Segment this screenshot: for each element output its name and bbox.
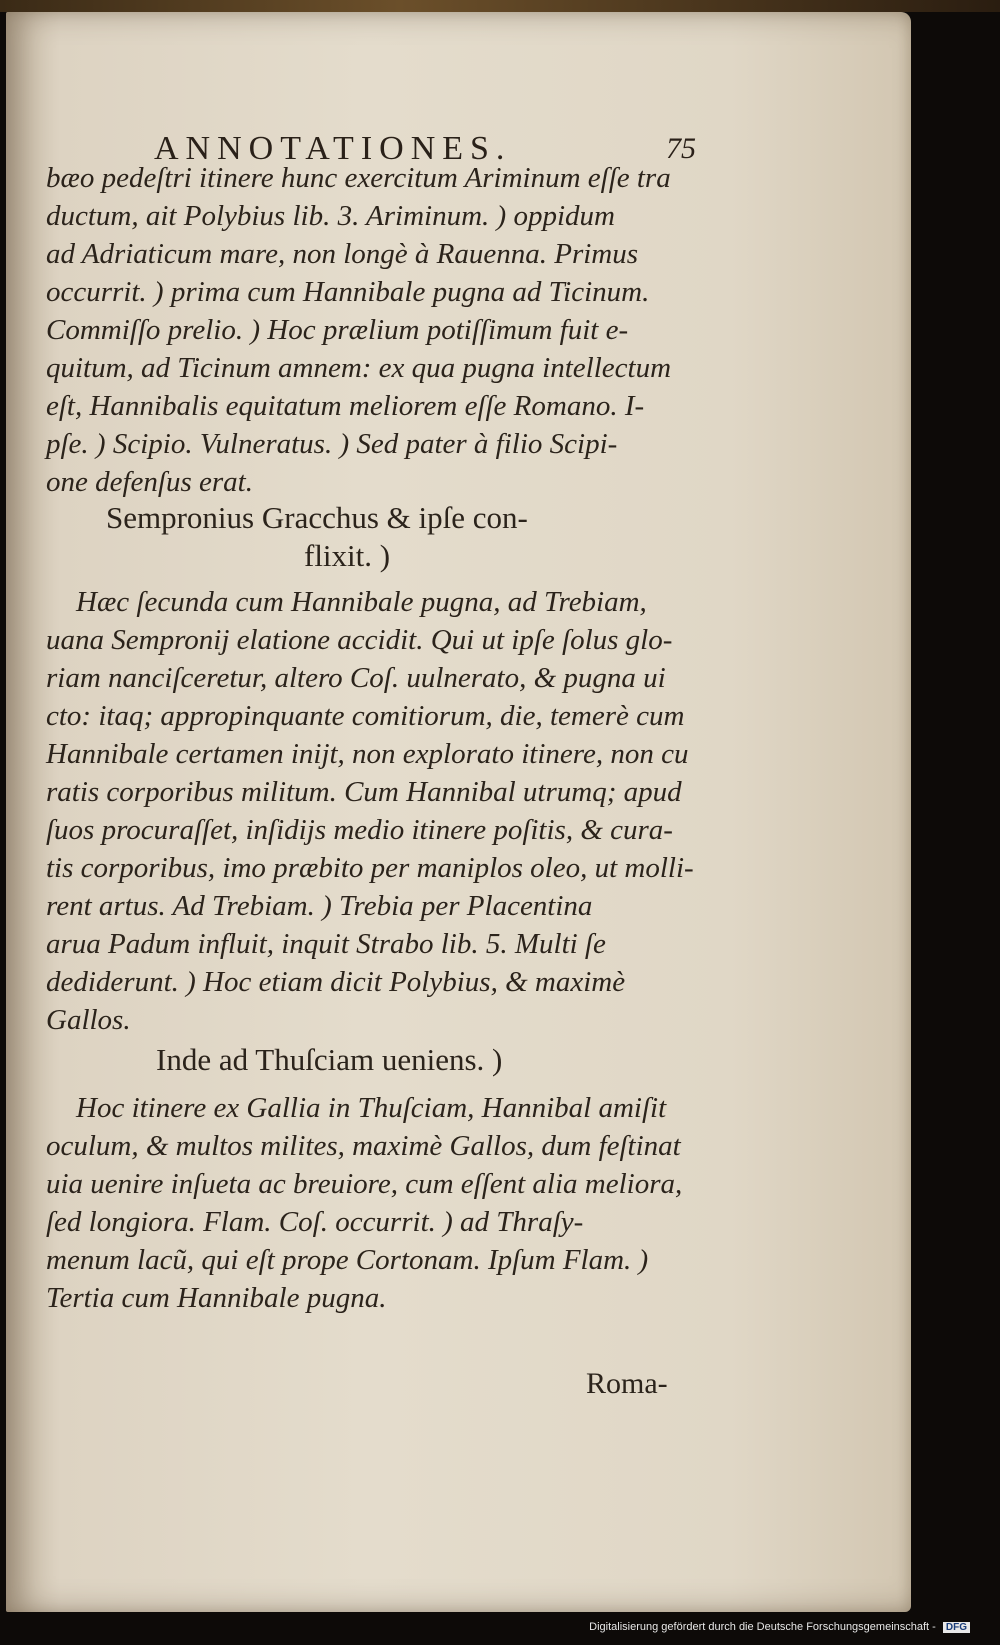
text-line: pſe. ) Scipio. Vulneratus. ) Sed pater à filio Scipi- (46, 428, 618, 460)
text-line: rent artus. Ad Trebiam. ) Trebia per Placentina (46, 890, 593, 922)
text-line: Hoc itinere ex Gallia in Thuſciam, Hannibal amiſit (76, 1092, 667, 1124)
text-line: Hæc ſecunda cum Hannibale pugna, ad Trebiam, (76, 586, 647, 618)
book-page (6, 12, 911, 1612)
text-line: ſed longiora. Flam. Coſ. occurrit. ) ad Thraſy- (46, 1206, 584, 1238)
book-top-edge (0, 0, 1000, 12)
section-heading: Sempronius Gracchus & ipſe con- (106, 500, 528, 535)
credit-text: Digitalisierung gefördert durch die Deutsche Forschungsgemeinschaft - (589, 1621, 936, 1633)
catchword: Roma- (586, 1367, 668, 1400)
text-line: ſuos procuraſſet, inſidijs medio itinere poſitis, & cura- (46, 814, 673, 846)
text-line: ductum, ait Polybius lib. 3. Ariminum. ) oppidum (46, 200, 615, 232)
text-line: cto: itaq; appropinquante comitiorum, die, temerè cum (46, 700, 685, 732)
text-line: one defenſus erat. (46, 466, 253, 498)
text-line: ratis corporibus militum. Cum Hannibal utrumq; apud (46, 776, 682, 808)
text-line: arua Padum influit, inquit Strabo lib. 5. Multi ſe (46, 928, 606, 960)
text-line: eſt, Hannibalis equitatum meliorem eſſe Romano. I- (46, 390, 645, 422)
text-line: occurrit. ) prima cum Hannibale pugna ad Ticinum. (46, 276, 650, 308)
text-line: oculum, & multos milites, maximè Gallos, dum feſtinat (46, 1130, 681, 1162)
text-line: Gallos. (46, 1004, 131, 1036)
text-line: ad Adriaticum mare, non longè à Rauenna. Primus (46, 238, 639, 270)
section-heading: flixit. ) (304, 538, 391, 573)
text-line: tis corporibus, imo præbito per maniplos oleo, ut molli- (46, 852, 694, 884)
text-line: quitum, ad Ticinum amnem: ex qua pugna intellectum (46, 352, 672, 384)
text-line: uia uenire inſueta ac breuiore, cum eſſent alia meliora, (46, 1168, 683, 1200)
text-line: riam nanciſceretur, altero Coſ. uulnerato, & pugna ui (46, 662, 666, 694)
text-line: Commiſſo prelio. ) Hoc prælium potiſſimum fuit e- (46, 314, 629, 346)
text-line: dediderunt. ) Hoc etiam dicit Polybius, & maximè (46, 966, 626, 998)
text-line: bæo pedeſtri itinere hunc exercitum Ariminum eſſe tra (46, 162, 671, 194)
text-line: menum lacũ, qui eſt prope Cortonam. Ipſum Flam. ) (46, 1244, 649, 1276)
text-line: Tertia cum Hannibale pugna. (46, 1282, 387, 1314)
text-line: uana Sempronij elatione accidit. Qui ut ipſe ſolus glo- (46, 624, 673, 656)
dfg-logo: DFG (943, 1622, 970, 1633)
digitization-credit (589, 1621, 970, 1633)
section-heading: Inde ad Thuſciam ueniens. ) (156, 1042, 503, 1077)
text-line: Hannibale certamen inijt, non explorato itinere, non cu (46, 738, 689, 770)
page-number: 75 (666, 132, 696, 165)
running-title: ANNOTATIONES. (154, 130, 512, 167)
